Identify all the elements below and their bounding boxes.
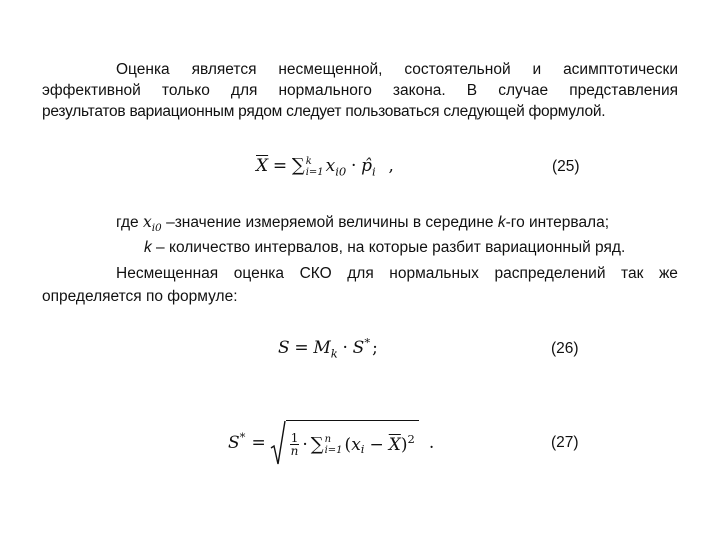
eq27-sqrt: $\frac{1}{n}$ · ∑ n i=1 ( x $_i$ − $\overline{X}$ ) $^2$ xyxy=(270,420,419,466)
def-text-a: –значение измеряемой величины в середине xyxy=(161,214,498,231)
word: несмещенной, xyxy=(278,61,383,78)
word: так xyxy=(621,265,644,282)
eq25-lhs: $\overline{X}$ xyxy=(256,156,269,176)
word: для xyxy=(230,82,258,99)
eq27-close-paren: ) xyxy=(400,434,408,455)
eq26-semicolon: ; xyxy=(372,338,378,358)
eq25-dot: · xyxy=(351,156,357,176)
eq26-m-sub: k xyxy=(330,346,338,361)
eq25-sup: k xyxy=(305,155,312,167)
word: закона. xyxy=(392,82,446,99)
eq25-x-sub: i0 xyxy=(335,164,347,179)
eq27-sup: n xyxy=(324,433,332,445)
word: является xyxy=(191,61,257,78)
word: Оценка xyxy=(116,61,170,78)
eq27-open-paren: ( xyxy=(344,434,352,455)
eq27-equals: = xyxy=(251,433,266,453)
eq27-lhs: S xyxy=(228,433,240,453)
paragraph1-line1 xyxy=(116,60,678,80)
word: асимптотически xyxy=(563,61,678,78)
eq25-x: x xyxy=(325,156,336,176)
eq27-minus: − xyxy=(369,434,384,455)
def-text-b: -го интервала; xyxy=(505,214,610,231)
paragraph1-line2 xyxy=(42,81,678,101)
equation-26-number: (26) xyxy=(551,340,579,357)
eq27-fraction xyxy=(290,432,300,457)
equation-25-number: (25) xyxy=(552,158,580,175)
eq27-sum: ∑ xyxy=(310,434,324,455)
eq25-comma: , xyxy=(388,156,394,176)
def-where: где xyxy=(116,214,143,231)
word: представления xyxy=(569,82,678,99)
radical-sign-icon xyxy=(270,420,286,466)
eq27-x: x xyxy=(351,434,361,455)
eq25-p: p̂ xyxy=(361,156,373,176)
equation-27: S * = $\frac{1}{n}$ · ∑ n i=1 ( x $_i$ − $\overline{X}$ ) $^2$ . xyxy=(228,420,434,466)
word: же xyxy=(658,265,678,282)
eq27-period: . xyxy=(428,433,435,453)
word: случае xyxy=(498,82,549,99)
eq25-sum: ∑ xyxy=(291,155,305,176)
paragraph2-line2: определяется по формуле: xyxy=(42,288,238,305)
paragraph2-line1 xyxy=(116,264,678,284)
def2-k: k xyxy=(144,239,152,256)
eq26-s-sup: * xyxy=(364,335,371,350)
equation-27-number: (27) xyxy=(551,434,579,451)
word: и xyxy=(532,61,542,78)
word: Несмещенная xyxy=(116,265,219,282)
eq27-sub: i=1 xyxy=(324,444,343,456)
word: распределений xyxy=(494,265,606,282)
word: СКО xyxy=(299,265,332,282)
definition-line1 xyxy=(116,212,720,233)
eq25-equals: = xyxy=(272,156,288,176)
eq27-frac-den: n xyxy=(290,444,299,458)
eq27-frac-num: 1 xyxy=(290,431,299,445)
eq26-lhs: S xyxy=(278,338,290,358)
eq26-m: M xyxy=(313,338,331,358)
word: нормальных xyxy=(389,265,479,282)
eq26-equals: = xyxy=(294,338,309,358)
def-x-sub: i0 xyxy=(151,222,162,235)
equation-26 xyxy=(278,335,378,361)
def-x: x xyxy=(142,213,152,231)
word: эффективной xyxy=(42,82,141,99)
def-k: k xyxy=(497,214,506,231)
eq25-sub: i=1 xyxy=(305,166,324,178)
def2-text: – количество интервалов, на которые разбит вариационный ряд. xyxy=(151,239,626,256)
word: состоятельной xyxy=(404,61,511,78)
definition-line2 xyxy=(144,238,720,258)
word: для xyxy=(347,265,374,282)
equation-25 xyxy=(256,155,394,178)
eq26-s: S xyxy=(352,338,365,358)
eq27-xbar: $\overline{X}$ xyxy=(388,434,401,455)
eq27-dot: · xyxy=(302,434,308,455)
word: только xyxy=(161,82,210,99)
eq26-dot: · xyxy=(342,338,348,358)
word: оценка xyxy=(233,265,284,282)
word: В xyxy=(466,82,478,99)
paragraph1-line3: результатов вариационным рядом следует пользоваться следующей формулой. xyxy=(42,103,606,120)
word: нормального xyxy=(278,82,372,99)
eq25-p-sub: i xyxy=(372,164,376,179)
